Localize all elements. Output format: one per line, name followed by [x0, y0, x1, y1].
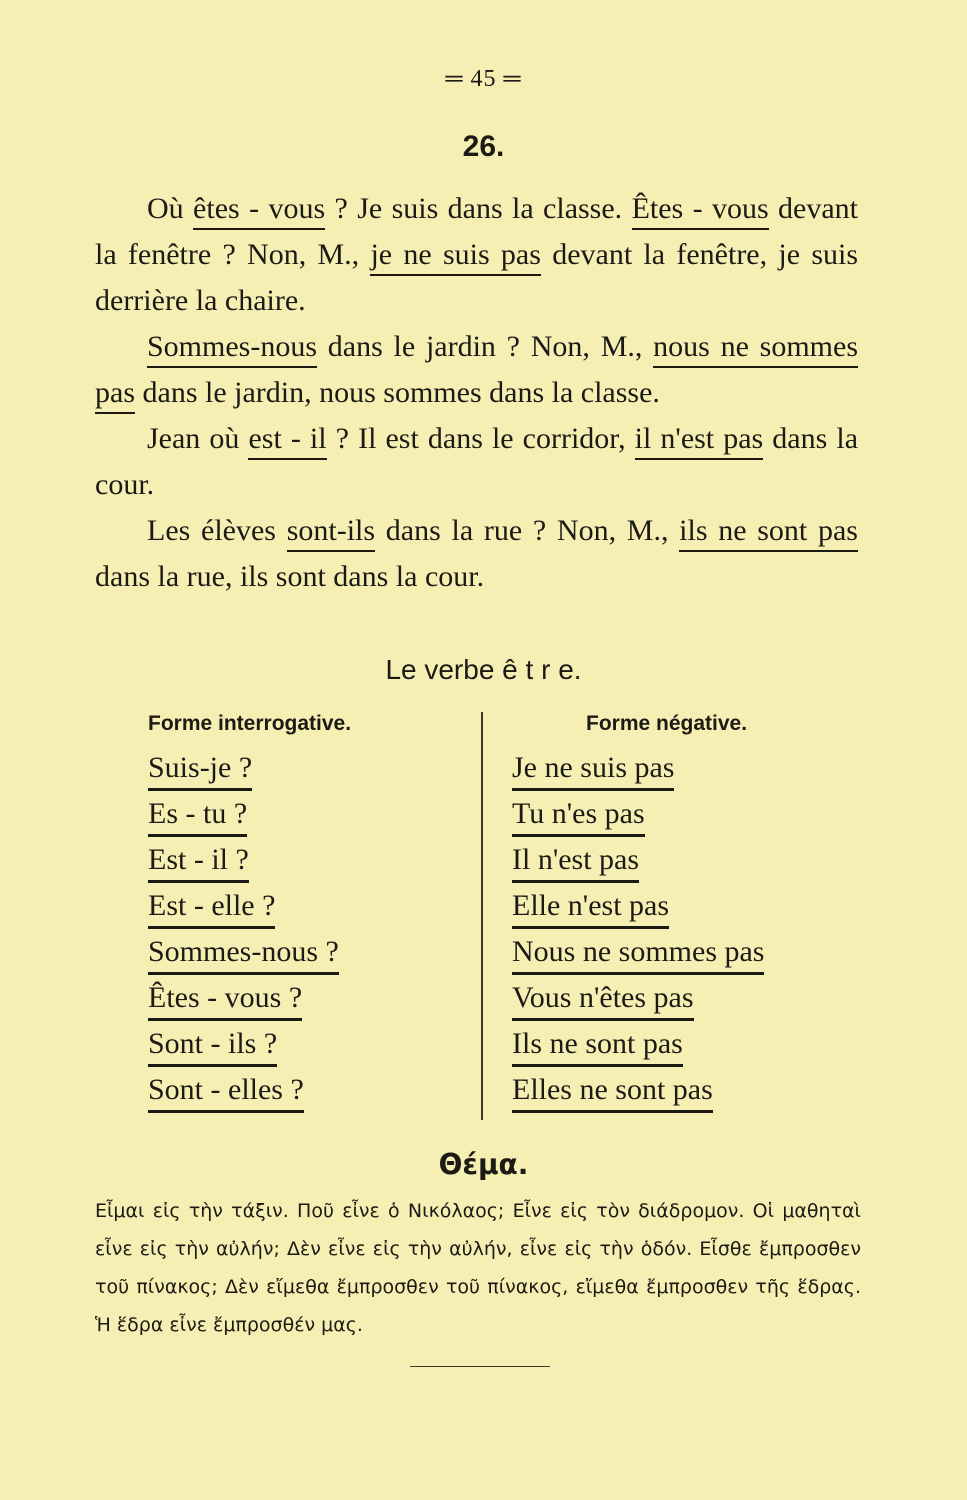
verb-form: Est - il ?: [148, 841, 249, 883]
conjugation-title: Le verbe ê t r e.: [385, 654, 582, 685]
theme-title: Θέμα.: [438, 1148, 529, 1181]
text-run: Les élèves: [147, 514, 287, 547]
text-run: dans la cour.: [95, 422, 859, 501]
underlined-phrase: il n'est pas: [635, 422, 764, 460]
list-item: [148, 794, 468, 840]
underlined-phrase: est - il: [248, 422, 326, 460]
verb-form: Elle n'est pas: [512, 887, 669, 929]
text-run: ? Je suis dans la classe.: [325, 192, 632, 225]
list-item: [148, 932, 468, 978]
verb-form: Il n'est pas: [512, 841, 639, 883]
underlined-phrase: Sommes-nous: [147, 330, 317, 368]
list-item: [148, 978, 468, 1024]
text-run: ? Il est dans le corridor,: [326, 422, 635, 455]
verb-form: Vous n'êtes pas: [512, 979, 694, 1021]
list-item: [148, 886, 468, 932]
verb-form: Suis-je ?: [148, 749, 252, 791]
verb-form: Sont - elles ?: [148, 1071, 304, 1113]
text-run: dans le jardin, nous sommes dans la classe.: [135, 376, 660, 409]
interrogative-list: [148, 748, 468, 1116]
verb-form: Sont - ils ?: [148, 1025, 277, 1067]
list-item: [512, 886, 832, 932]
verb-form: Êtes - vous ?: [148, 979, 302, 1021]
list-item: [512, 978, 832, 1024]
verb-form: Es - tu ?: [148, 795, 247, 837]
theme-text: Εἶμαι εἰς τὴν τάξιν. Ποῦ εἶνε ὁ Νικόλαος; Εἶνε εἰς τὸν διάδρομον. Οἱ μαθηταὶ εἶνε εἰς τὴν αὐλήν; Δὲν εἶνε εἰς τὴν αὐλήν, εἶνε εἰς τὴν ὁδόν. Εἶσθε ἔμπροσθεν τοῦ πίνακος; Δὲν εἴμεθα ἔμπροσθεν τοῦ πίνακος, εἴμεθα ἔμπροσθεν τῆς ἕδρας. Ἡ ἕδρα εἶνε ἔμπροσθέν μας.: [95, 1200, 861, 1336]
text-run: Jean où: [147, 422, 249, 455]
paragraph-1: [95, 186, 858, 324]
list-item: [512, 840, 832, 886]
negative-list: [512, 748, 832, 1116]
verb-form: Elles ne sont pas: [512, 1071, 713, 1113]
lesson-number: 26.: [462, 130, 505, 163]
paragraph-3: [95, 416, 858, 508]
underlined-phrase: nous ne sommes pas: [95, 330, 858, 414]
paragraph-2: [95, 324, 858, 416]
text-run: Où: [147, 192, 194, 225]
verb-form: Nous ne sommes pas: [512, 933, 764, 975]
list-item: [148, 1070, 468, 1116]
verb-form: Ils ne sont pas: [512, 1025, 683, 1067]
end-rule: [410, 1366, 550, 1367]
list-item: [512, 1070, 832, 1116]
page-number: ═ 45 ═: [445, 66, 522, 92]
underlined-phrase: sont-ils: [287, 514, 375, 552]
list-item: [148, 748, 468, 794]
verb-form: Est - elle ?: [148, 887, 275, 929]
text-run: dans la rue, ils sont dans la cour.: [95, 560, 485, 593]
text-run: devant la fenêtre, je suis derrière la chaire.: [95, 238, 859, 317]
underlined-phrase: ils ne sont pas: [679, 514, 858, 552]
interrogative-title: Forme interrogative.: [148, 712, 352, 735]
negative-title: Forme négative.: [586, 712, 748, 735]
list-item: [512, 794, 832, 840]
list-item: [512, 748, 832, 794]
text-run: devant la fenêtre ? Non, M.,: [95, 192, 858, 271]
text-run: dans le jardin ? Non, M.,: [317, 330, 654, 363]
text-run: dans la rue ? Non, M.,: [375, 514, 680, 547]
list-item: [148, 1024, 468, 1070]
underlined-phrase: je ne suis pas: [370, 238, 540, 276]
negative-column: [512, 706, 832, 1116]
verb-form: Sommes-nous ?: [148, 933, 339, 975]
list-item: [512, 932, 832, 978]
list-item: [512, 1024, 832, 1070]
reading-passage: [95, 186, 858, 600]
interrogative-column: [148, 706, 468, 1116]
paragraph-4: [95, 508, 858, 600]
list-item: [148, 840, 468, 886]
underlined-phrase: Êtes - vous: [632, 192, 769, 230]
column-divider: [481, 712, 483, 1120]
verb-form: Tu n'es pas: [512, 795, 645, 837]
underlined-phrase: êtes - vous: [193, 192, 325, 230]
verb-form: Je ne suis pas: [512, 749, 674, 791]
